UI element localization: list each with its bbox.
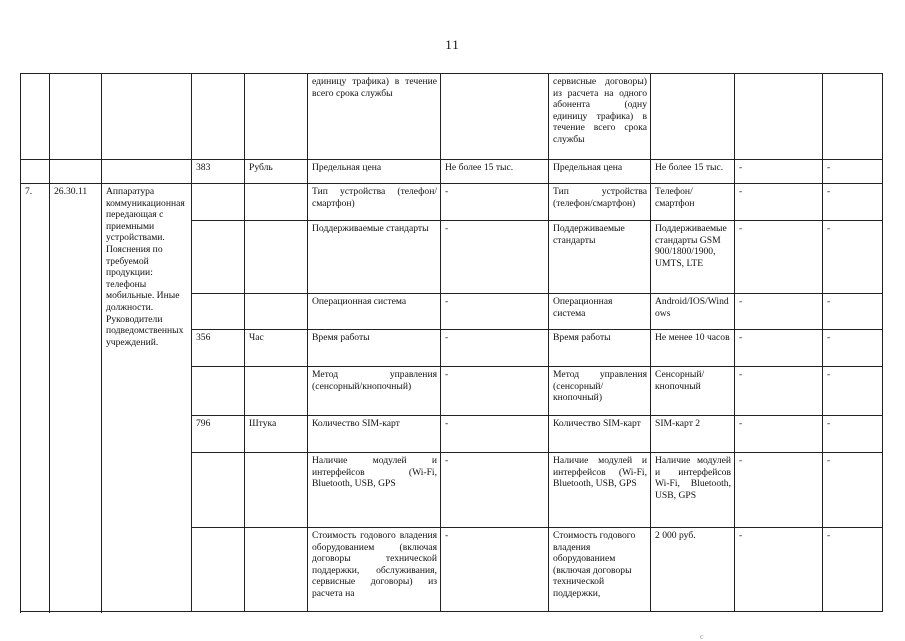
characteristic-cell: Количество SIM-карт [308,416,441,453]
characteristic-cell: Предельная цена [308,160,441,184]
unit-cell [245,453,308,528]
okpd-code-cell: 26.30.11 [50,184,102,612]
characteristic-cell: Метод управления (сенсорный/кнопочный) [549,367,651,416]
extra-cell: - [823,330,883,367]
product-name-cell: Аппаратура коммуникационная передающая с приемными устройствами. Пояснения по требуемой продукции: телефоны мобильные. Иные должности. Руководители подведомственных учреждений. [102,184,192,612]
unit-cell [245,184,308,221]
extra-cell: - [735,453,823,528]
okpd-code-cell [50,74,102,160]
value-cell: SIM-карт 2 [651,416,735,453]
characteristic-cell: Тип устройства (телефон/смартфон) [549,184,651,221]
value-cell: - [441,294,549,330]
value-cell: - [441,528,549,612]
unit-cell: Штука [245,416,308,453]
extra-cell [823,74,883,160]
okei-code-cell: 383 [192,160,245,184]
okpd-code-cell [50,160,102,184]
value-cell: Телефон/смартфон [651,184,735,221]
extra-cell: - [735,528,823,612]
value-cell: Не более 15 тыс. [651,160,735,184]
unit-cell: Час [245,330,308,367]
extra-cell: - [735,160,823,184]
product-name-cell [102,74,192,160]
characteristic-cell: Стоимость годового владения оборудованием (включая договоры технической поддержки, [549,528,651,612]
row-number-cell [21,74,50,160]
okei-code-cell: 796 [192,416,245,453]
characteristic-cell: Метод управления (сенсорный/кнопочный) [308,367,441,416]
value-cell: - [441,330,549,367]
characteristic-cell: Тип устройства (телефон/смартфон) [308,184,441,221]
value-cell: Поддерживаемые стандарты GSM 900/1800/1900, UMTS, LTE [651,221,735,294]
value-cell [651,74,735,160]
extra-cell: - [735,184,823,221]
table-row [21,160,883,184]
table-row [21,74,883,160]
extra-cell: - [735,294,823,330]
extra-cell: - [735,416,823,453]
value-cell: Не менее 10 часов [651,330,735,367]
extra-cell: - [823,528,883,612]
okei-code-cell [192,184,245,221]
value-cell: Android/IOS/Windows [651,294,735,330]
characteristic-cell: Время работы [549,330,651,367]
extra-cell: - [735,221,823,294]
value-cell: - [441,184,549,221]
unit-cell [245,294,308,330]
specification-table [20,73,883,612]
characteristic-cell: Поддерживаемые стандарты [549,221,651,294]
characteristic-cell: Стоимость годового владения оборудованием (включая договоры технической поддержки, обслуживания, сервисные договоры) из расчета на [308,528,441,612]
extra-cell: - [823,160,883,184]
extra-cell: - [735,367,823,416]
value-cell: - [441,453,549,528]
unit-cell [245,367,308,416]
unit-cell [245,221,308,294]
unit-cell [245,74,308,160]
okei-code-cell [192,294,245,330]
characteristic-cell: Время работы [308,330,441,367]
okei-code-cell [192,74,245,160]
corner-mark: c [700,632,704,641]
value-cell [441,74,549,160]
page-number: 11 [445,37,460,52]
value-cell: Наличие модулей и интерфейсов Wi-Fi, Bluetooth, USB, GPS [651,453,735,528]
value-cell: - [441,221,549,294]
value-cell: Сенсорный/кнопочный [651,367,735,416]
okei-code-cell [192,528,245,612]
value-cell: Не более 15 тыс. [441,160,549,184]
row-number-cell [21,160,50,184]
okei-code-cell [192,453,245,528]
value-cell: 2 000 руб. [651,528,735,612]
characteristic-cell: Наличие модулей и интерфейсов (Wi-Fi, Bluetooth, USB, GPS [308,453,441,528]
okei-code-cell: 356 [192,330,245,367]
characteristic-cell: Наличие модулей и интерфейсов (Wi-Fi, Bluetooth, USB, GPS [549,453,651,528]
extra-cell [735,74,823,160]
okei-code-cell [192,367,245,416]
characteristic-cell: Операционная система [308,294,441,330]
value-cell: - [441,416,549,453]
extra-cell: - [823,294,883,330]
characteristic-cell: Предельная цена [549,160,651,184]
unit-cell [245,528,308,612]
product-name-cell [102,160,192,184]
unit-cell: Рубль [245,160,308,184]
characteristic-cell: Поддерживаемые стандарты [308,221,441,294]
extra-cell: - [735,330,823,367]
extra-cell: - [823,367,883,416]
okei-code-cell [192,221,245,294]
characteristic-cell: Операционная система [549,294,651,330]
extra-cell: - [823,184,883,221]
value-cell: - [441,367,549,416]
extra-cell: - [823,416,883,453]
characteristic-cell: сервисные договоры) из расчета на одного абонента (одну единицу трафика) в течение всего срока службы [549,74,651,160]
row-number-cell: 7. [21,184,50,612]
extra-cell: - [823,221,883,294]
table-row [21,184,883,221]
characteristic-cell: Количество SIM-карт [549,416,651,453]
extra-cell: - [823,453,883,528]
characteristic-cell: единицу трафика) в течение всего срока службы [308,74,441,160]
